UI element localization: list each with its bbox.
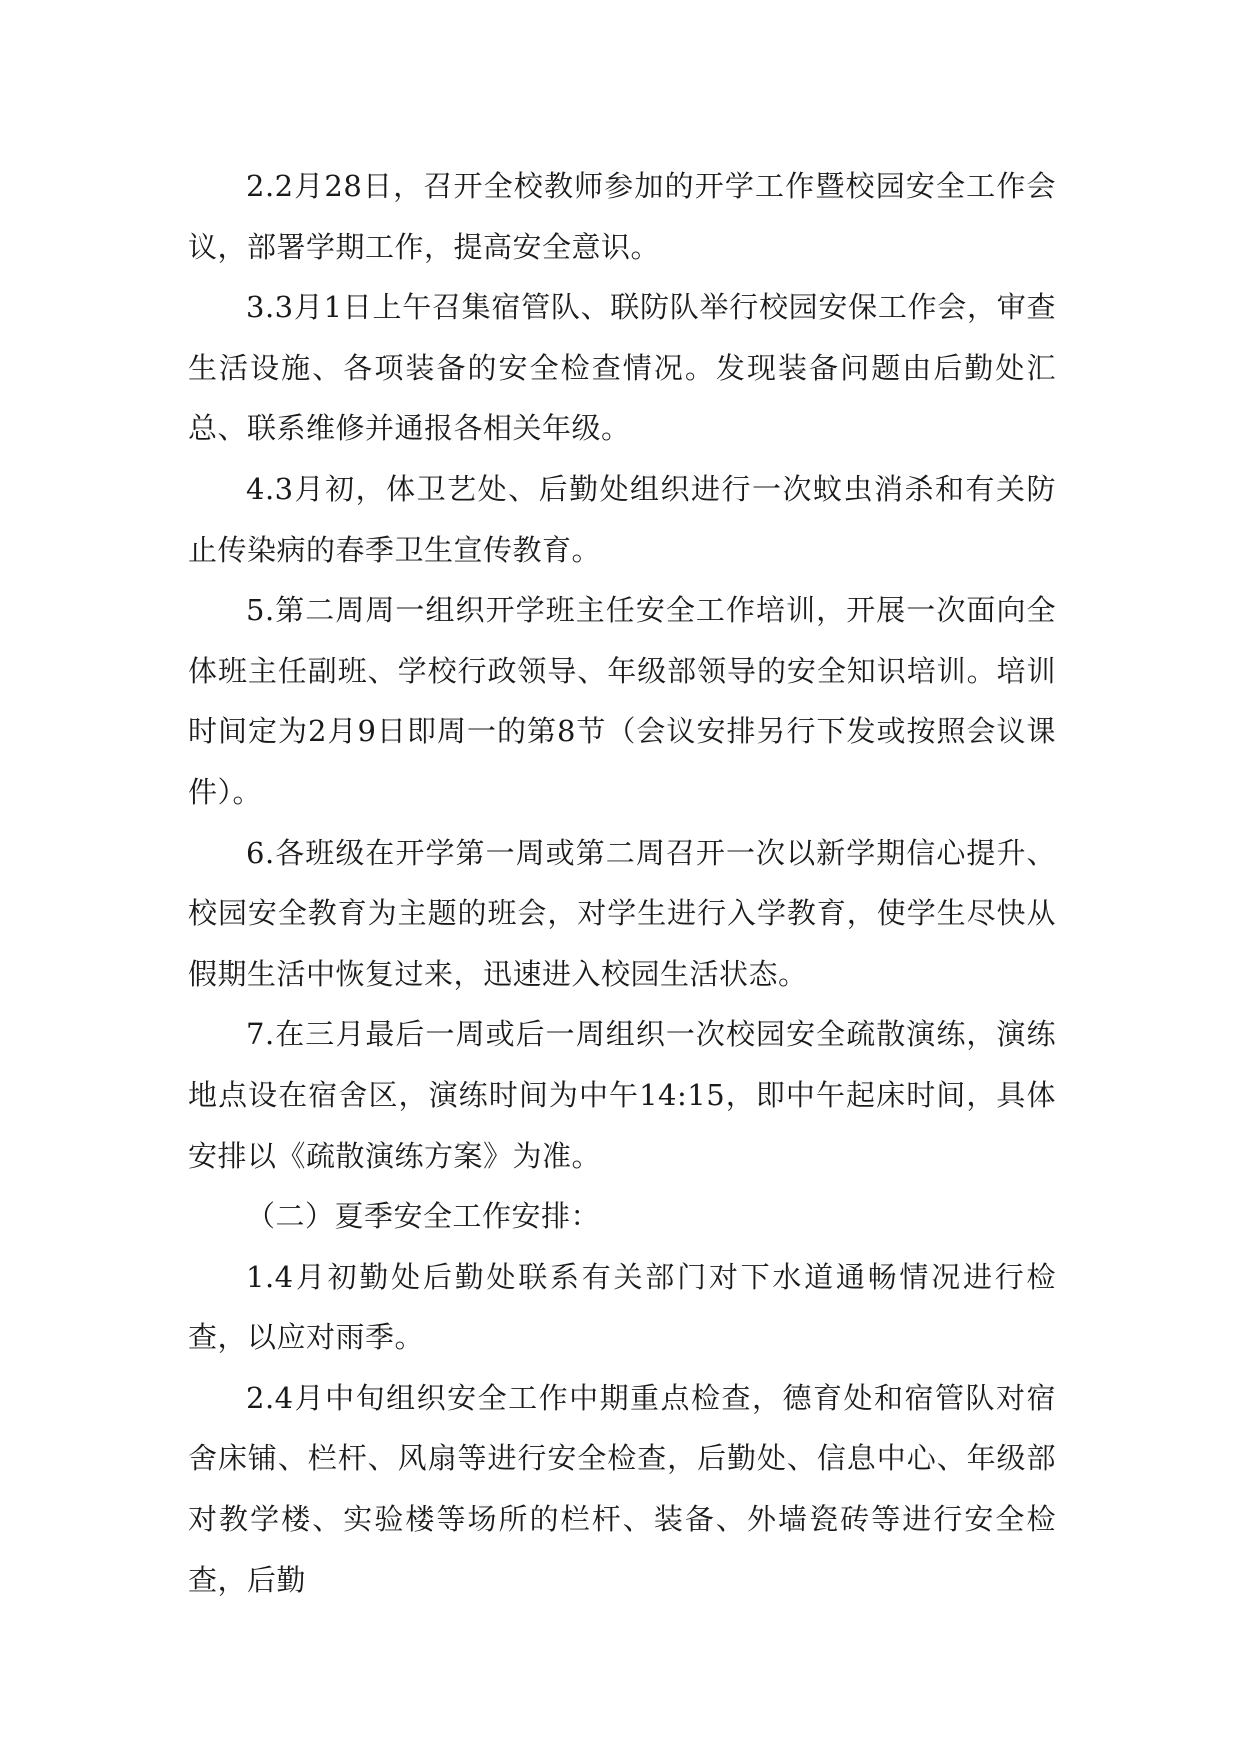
paragraph-security-meeting: 3.3月1日上午召集宿管队、联防队举行校园安保工作会，审查生活设施、各项装备的安全检查情况。发现装备问题由后勤处汇总、联系维修并通报各相关年级。 — [188, 290, 1056, 446]
document-body — [188, 156, 1056, 1610]
paragraph-disinfection: 4.3月初，体卫艺处、后勤处组织进行一次蚊虫消杀和有关防止传染病的春季卫生宣传教育。 — [188, 471, 1056, 567]
paragraph-opening-meeting: 2.2月28日，召开全校教师参加的开学工作暨校园安全工作会议，部署学期工作，提高安全意识。 — [188, 169, 1056, 264]
section-heading-summer: （二）夏季安全工作安排： — [246, 1199, 601, 1234]
paragraph-teacher-training: 5.第二周周一组织开学班主任安全工作培训，开展一次面向全体班主任副班、学校行政领导、年级部领导的安全知识培训。培训时间定为2月9日即周一的第8节（会议安排另行下发或按照会议课件）。 — [188, 593, 1056, 809]
paragraph-midterm-inspection: 2.4月中旬组织安全工作中期重点检查，德育处和宿管队对宿舍床铺、栏杆、风扇等进行安全检查，后勤处、信息中心、年级部对教学楼、实验楼等场所的栏杆、装备、外墙瓷砖等进行安全检查，后勤 — [188, 1380, 1056, 1597]
paragraph-evacuation-drill: 7.在三月最后一周或后一周组织一次校园安全疏散演练，演练地点设在宿舍区，演练时间为中午14:15，即中午起床时间，具体安排以《疏散演练方案》为准。 — [188, 1017, 1056, 1173]
paragraph-class-meeting: 6.各班级在开学第一周或第二周召开一次以新学期信心提升、校园安全教育为主题的班会，对学生进行入学教育，使学生尽快从假期生活中恢复过来，迅速进入校园生活状态。 — [188, 835, 1056, 991]
paragraph-drainage-check: 1.4月初勤处后勤处联系有关部门对下水道通畅情况进行检查，以应对雨季。 — [188, 1259, 1056, 1355]
